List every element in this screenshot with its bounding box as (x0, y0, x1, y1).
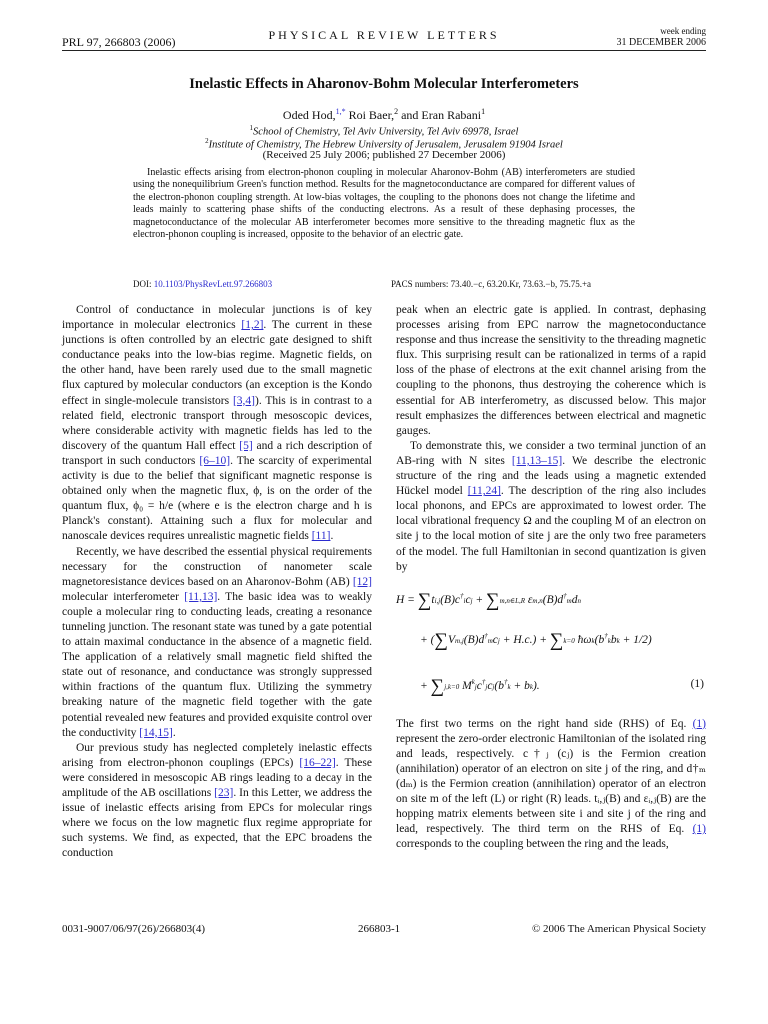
paragraph-text: To demonstrate this, we consider a two terminal junction of an AB-ring with N sites (396, 439, 706, 467)
page-number: 266803-1 (358, 923, 401, 935)
paragraph-text: molecular interferometer (62, 590, 185, 603)
paragraph-text: . The basic idea was to weakly couple a molecular ring to conducting leads, creating a resonance tunneling junction. The resonant state was tuned by a gate potential to attain maximal conductance in the absence of a magnetic field. The application of a relatively small magnetic field shifted the state out of resonance, and conductance was strongly suppressed within fractions of the quantum flux. Utilizing the symmetry breaking nature of the magnetic field together with the gate potential revealed new features and provided exquisite control over the conductivity (62, 590, 372, 739)
paragraph-text: represent the zero-order electronic Hamiltonian of the isolated ring and leads, respectively. c†ⱼ (cⱼ) is the Fermion creation (annihilation) operator of an electron on site j of the ring, and d†ₘ (dₘ) is the Fermion creation (annihilation) operator of an electron on site m of the left (L) or right (R) leads. tᵢ,ⱼ(B) and εᵢ,ⱼ(B) are the hopping matrix elements between site i and site j of the ring and lead, respectively. The third term on the RHS of Eq. (396, 732, 706, 836)
paragraph-text: corresponds to the coupling between the ring and the leads, (396, 838, 669, 851)
paragraph: peak when an electric gate is applied. In contrast, dephasing processes arising from EPC narrow the magnetoconductance response and thus increase the sensitivity to the threading magnetic flux. This surprising result can be rationalized in terms of a rapid loss of the phase of electrons at the exit channel arising from the coupling to the phonons, thus destroying the coherence which is essential for AB interferometry, as discussed below. This major result emphasizes the differences between electrical and magnetic gauges. (396, 304, 706, 437)
author-list (0, 107, 768, 123)
equation-line: + (∑Vm,j(B)d†mcj + H.c.) + ∑k=0 ħωk(b†kbk + 1/2) (420, 629, 652, 651)
author-name: and Eran Rabani (401, 108, 482, 122)
citation-link[interactable]: [3,4] (232, 394, 255, 407)
author-affiliation-link[interactable]: 1,* (335, 107, 346, 116)
citation-link[interactable]: [16–22] (299, 756, 336, 769)
pacs-numbers: PACS numbers: 73.40.−c, 63.20.Kr, 73.63.−b, 75.75.+a (391, 279, 592, 289)
paragraph-text: . These were considered in mesoscopic AB rings leading to a decay in the amplitude of the AB oscillations (62, 756, 372, 799)
paragraph-text: . In this Letter, we address the issue of inelastic effects arising from EPCs for molecular rings where we focus on the low magnetic flux regime appropriate for such systems. We find, as expected, that the EPC broadens the conduction (62, 787, 373, 860)
hamiltonian-equation (396, 583, 706, 711)
paragraph-text: and a rich description of transport in such conductors (62, 439, 372, 467)
abstract: Inelastic effects arising from electron-phonon coupling in molecular Aharonov-Bohm (AB) interferometers are studied using the nonequilibrium Green's function method. Results for the magnetoconductance are compared for different values of the electron-phonon coupling strength. At low-bias voltages, the coupling to the phonons does not change the lifetime and leads mainly to scattering phase shifts of the conducting electrons. As a result of these dephasing processes, the magnetoconductance of the molecular AB interferometer becomes more sensitive to the threading magnetic flux as the electron-phonon coupling is increased, opposite to the behavior of an electric gate. (133, 167, 635, 241)
paragraph (62, 741, 372, 862)
paragraph-text: ). This is in contrast to a related field, electronic transport through mesoscopic devices, where considerable activity with magnetic fields has led to the discovery of the quantum Hall effect (62, 394, 372, 452)
right-column (396, 303, 706, 853)
citation-link[interactable]: [1,2] (241, 319, 264, 332)
citation-link[interactable]: [11,13] (184, 590, 218, 603)
week-ending-date: 31 DECEMBER 2006 (616, 37, 706, 48)
copyright: © 2006 The American Physical Society (531, 923, 706, 935)
header-rule (62, 50, 706, 51)
citation-link[interactable]: (1) (692, 823, 706, 836)
paragraph (396, 717, 706, 853)
issue-date (617, 26, 706, 48)
paragraph-text: . The description of the ring also includes local phonons, and EPCs are approximated to lowest order. The local vibrational frequency Ω and the coupling M of an electron on site j to the local motion of site j are the only two free parameters of the model. The full Hamiltonian in second quantization is given by (396, 485, 706, 573)
equation-line: + ∑j,k=0 $M^kjc^\dagger jcj(b^\dagger k + bk)$. (420, 675, 540, 697)
paragraph (62, 545, 372, 741)
week-ending-label: week ending (660, 26, 706, 36)
footer-code: 0031-9007/06/97(26)/266803(4) (62, 923, 205, 935)
citation-link[interactable]: [12] (352, 575, 372, 588)
author-affiliation-mark: 2 (394, 107, 399, 116)
author-name: Oded Hod, (282, 108, 336, 122)
citation-link[interactable]: [11,24] (467, 485, 501, 498)
equation-number: (1) (690, 677, 704, 690)
author-name: Roi Baer, (348, 108, 395, 122)
article-title: Inelastic Effects in Aharonov-Bohm Molecular Interferometers (189, 76, 579, 92)
paragraph-text: . The current in these junctions is often controlled by an electric gate designed to shift conductance peaks into the low-bias regime. Magnetic fields, on the other hand, have been rarely used due to the small magnetic flux captured by molecular conductors (an exception is the Kondo effect in single-molecule transistors (62, 319, 372, 407)
doi-link[interactable]: 10.1103/PhysRevLett.97.266803 (153, 279, 273, 289)
author-affiliation-mark: 1 (481, 107, 486, 116)
citation-link[interactable]: [6–10] (199, 454, 231, 467)
citation-link[interactable]: [11,13–15] (511, 454, 563, 467)
received-dates: (Received 25 July 2006; published 27 December 2006) (262, 149, 506, 161)
journal-reference: PRL 97, 266803 (2006) (62, 35, 176, 49)
doi: DOI: 10.1103/PhysRevLett.97.266803 (133, 279, 273, 289)
affiliation: $^1$School of Chemistry, Tel Aviv University, Tel Aviv 69978, Israel (249, 124, 519, 138)
citation-link[interactable]: (1) (692, 717, 706, 730)
paragraph-text: Control of conductance in molecular junctions is of key importance in molecular electronics (62, 304, 372, 332)
equation-line: H = ∑ti,j(B)c†icj + ∑m,n∈L,R εm,n(B)d†mdn (396, 589, 581, 611)
paragraph-text: Our previous study has neglected completely inelastic effects arising from electron-phonon couplings (EPCs) (62, 741, 372, 769)
citation-link[interactable]: [11] (311, 530, 331, 543)
paragraph-text: Recently, we have described the essential physical requirements necessary for the construction of nanometer scale magnetoresistance devices based on an Aharonov-Bohm (AB) (62, 545, 372, 588)
paragraph-text: . (172, 726, 176, 739)
paragraph-text: The first two terms on the right hand side (RHS) of Eq. (396, 717, 693, 730)
paragraph-text: . The scarcity of experimental activity is due to the belief that significant magnetic response is obtained only when the magnetic flux, ϕ, is on the order of the quantum flux, ϕ₀ = h/e (where e is the electron charge and h is Planck's constant). Attaining such a flux for molecular and nanoscale devices requires unrealistic magnetic fields (62, 454, 372, 543)
paragraph (396, 439, 706, 575)
citation-link[interactable]: [23] (214, 787, 234, 799)
journal-name: PHYSICAL REVIEW LETTERS (268, 28, 500, 42)
citation-link[interactable]: [5] (239, 439, 253, 452)
paragraph-text: . We describe the electronic structure of the ring and the leads using a magnetic extended Hückel model (396, 454, 707, 498)
paragraph-text: . (330, 530, 334, 543)
left-column (62, 303, 372, 861)
citation-link[interactable]: [14,15] (139, 726, 173, 739)
paragraph (62, 303, 372, 545)
affiliation: $^2$Institute of Chemistry, The Hebrew University of Jerusalem, Jerusalem 91904 Israel (205, 137, 563, 151)
